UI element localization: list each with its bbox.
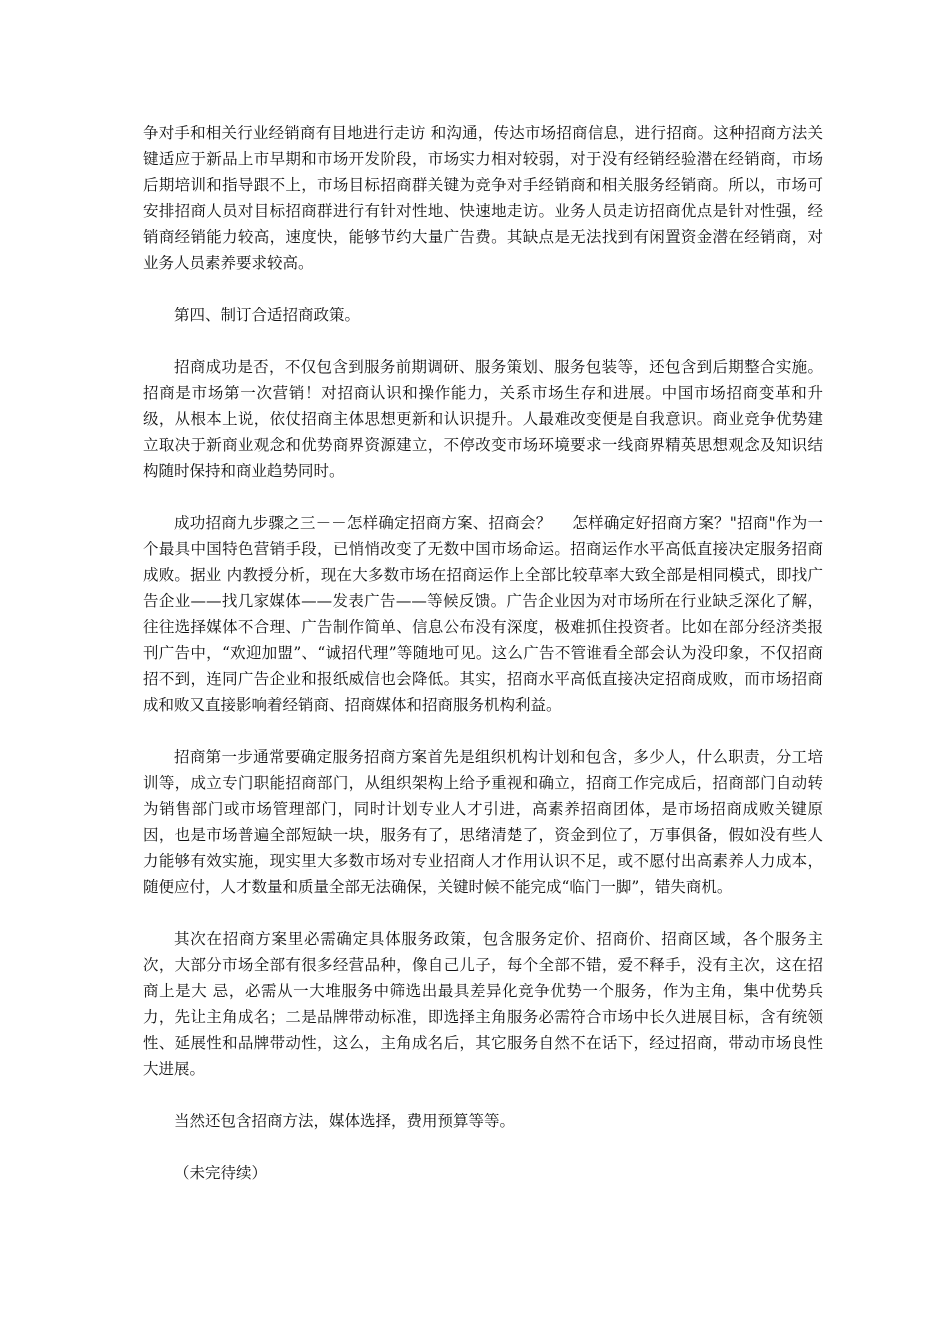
document-body bbox=[143, 120, 823, 1186]
paragraph: 成功招商九步骤之三－－怎样确定招商方案、招商会？ 怎样确定好招商方案？"招商"作为一个最具中国特色营销手段，已悄悄改变了无数中国市场命运。招商运作水平高低直接决定服务招商成败。据业 内教授分析，现在大多数市场在招商运作上全部比较草率大致全部是相同模式，即找广告企业——找几家媒体——发表广告——等候反馈。广告企业因为对市场所在行业缺乏深化了解，往往选择媒体不合理、广告制作简单、信息公布没有深度，极难抓住投资者。比如在部分经济类报刊广告中，“欢迎加盟”、“诚招代理”等随地可见。这么广告不管谁看全部会认为没印象，不仅招商招不到，连同广告企业和报纸威信也会降低。其实，招商水平高低直接决定招商成败，而市场招商成和败又直接影响着经销商、招商媒体和招商服务机构利益。 bbox=[143, 514, 823, 714]
paragraph-continued: 争对手和相关行业经销商有目地进行走访 和沟通，传达市场招商信息，进行招商。这种招商方法关键适应于新品上市早期和市场开发阶段，市场实力相对较弱，对于没有经销经验潜在经销商，市场后期培训和指导跟不上，市场目标招商群关键为竞争对手经销商和相关服务经销商。所以，市场可安排招商人员对目标招商群进行有针对性地、快速地走访。业务人员走访招商优点是针对性强，经销商经销能力较高，速度快，能够节约大量广告费。其缺点是无法找到有闲置资金潜在经销商，对业务人员素养要求较高。 bbox=[143, 124, 823, 272]
paragraph: 招商成功是否，不仅包含到服务前期调研、服务策划、服务包装等，还包含到后期整合实施。招商是市场第一次营销！对招商认识和操作能力，关系市场生存和进展。中国市场招商变革和升级，从根本上说，依仗招商主体思想更新和认识提升。人最难改变便是自我意识。商业竞争优势建立取决于新商业观念和优势商界资源建立，不停改变市场环境要求一线商界精英思想观念及知识结构随时保持和商业趋势同时。 bbox=[143, 358, 823, 480]
paragraph: 招商第一步通常要确定服务招商方案首先是组织机构计划和包含，多少人，什么职责，分工培训等，成立专门职能招商部门，从组织架构上给予重视和确立，招商工作完成后，招商部门自动转为销售部门或市场管理部门，同时计划专业人才引进，高素养招商团体，是市场招商成败关键原因，也是市场普遍全部短缺一块，服务有了，思绪清楚了，资金到位了，万事俱备，假如没有些人力能够有效实施，现实里大多数市场对专业招商人才作用认识不足，或不愿付出高素养人力成本，随便应付，人才数量和质量全部无法确保，关键时候不能完成“临门一脚”，错失商机。 bbox=[143, 748, 823, 896]
to-be-continued-note: （未完待续） bbox=[174, 1164, 268, 1182]
paragraph: 其次在招商方案里必需确定具体服务政策，包含服务定价、招商价、招商区域，各个服务主次，大部分市场全部有很多经营品种，像自己儿子，每个全部不错，爱不释手，没有主次，这在招商上是大 忌，必需从一大堆服务中筛选出最具差异化竞争优势一个服务，作为主角，集中优势兵力，先让主角成名；二是品牌带动标准，即选择主角服务必需符合市场中长久进展目标，含有统领性、延展性和品牌带动性，这么，主角成名后，其它服务自然不在话下，经过招商，带动市场良性大进展。 bbox=[143, 930, 823, 1078]
paragraph: 当然还包含招商方法，媒体选择，费用预算等等。 bbox=[174, 1112, 516, 1130]
section-heading: 第四、制订合适招商政策。 bbox=[174, 306, 361, 324]
